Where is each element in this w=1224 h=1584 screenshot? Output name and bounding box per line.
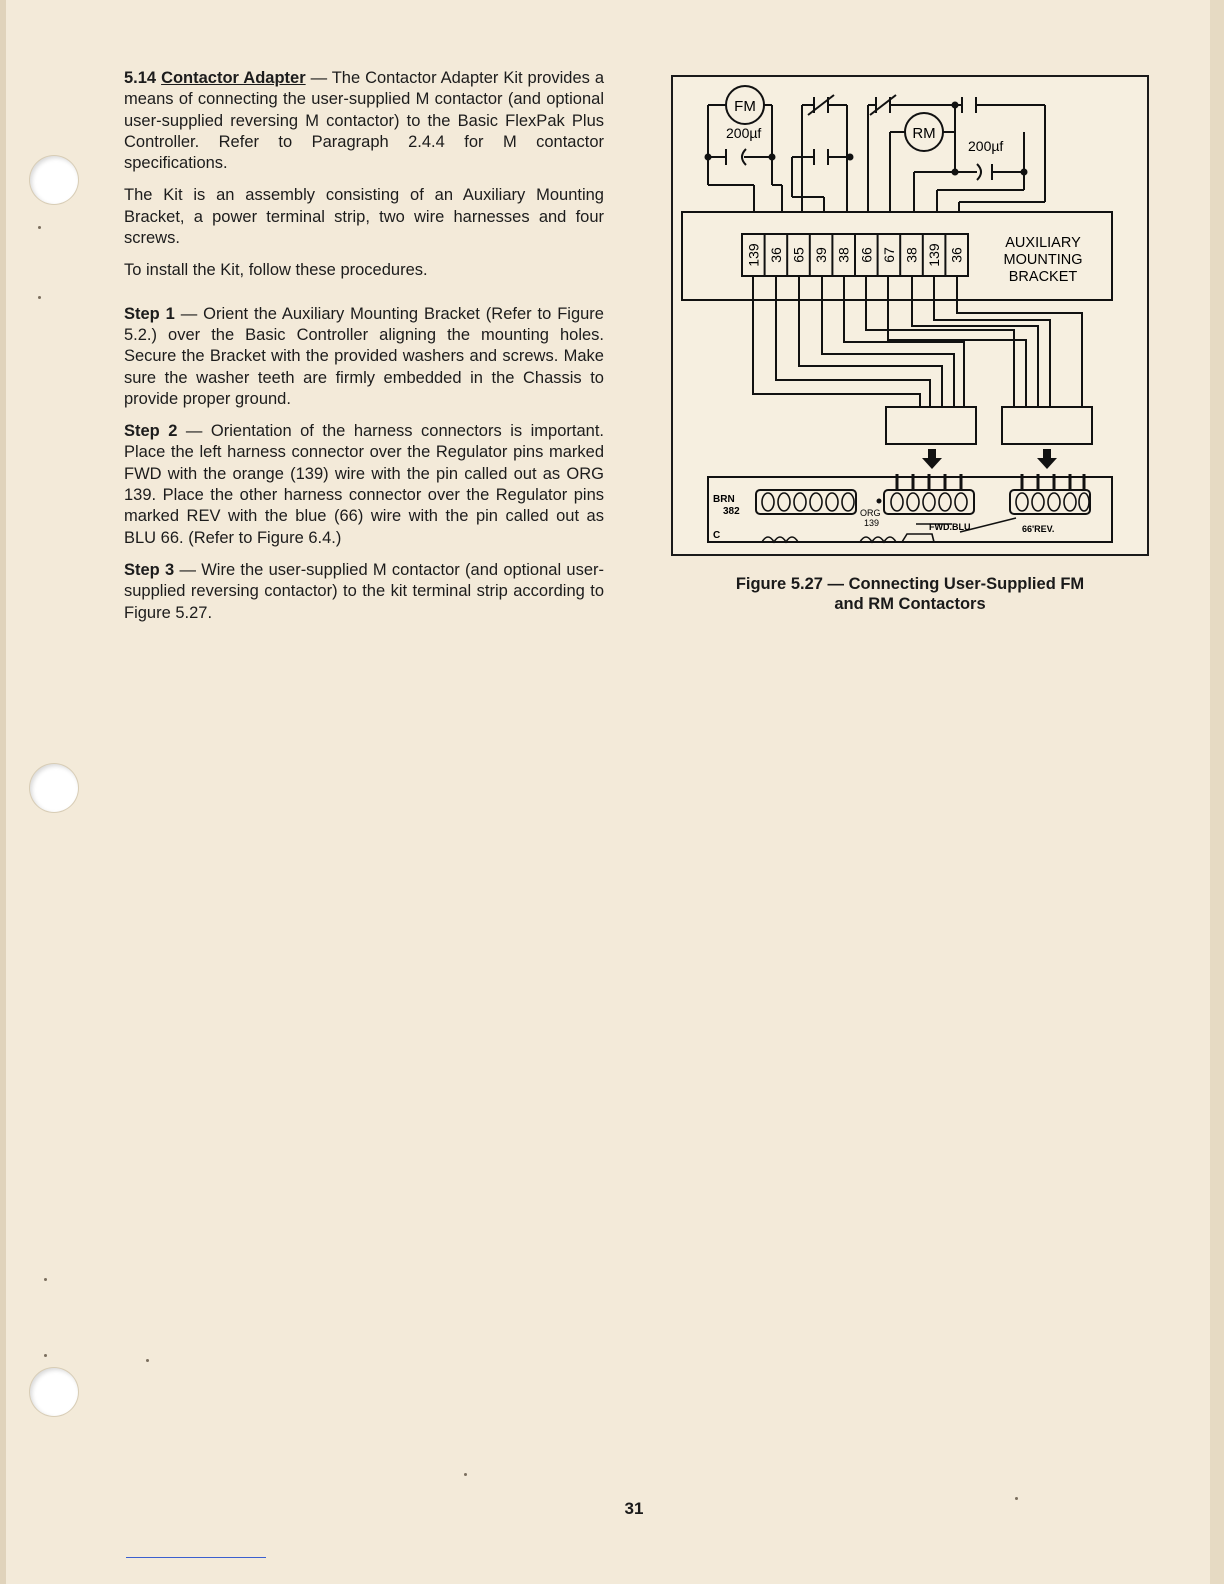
reg-c-label: C — [713, 530, 721, 541]
step-1 — [124, 304, 604, 410]
speck — [44, 1278, 47, 1281]
section-number: 5.14 — [124, 69, 157, 87]
fwd-harness-connector — [886, 407, 976, 444]
step-3-text: — Wire the user-supplied M contactor (and optional user-supplied reversing contactor) to the kit terminal strip according to Figure 5.27. — [124, 560, 604, 622]
figure-caption-line1: Figure 5.27 — Connecting User-Supplied FM — [735, 575, 1085, 593]
section-intro — [124, 68, 604, 174]
bracket-label-line1: AUXILIARY — [1005, 235, 1081, 251]
reg-brn-label: BRN — [713, 494, 735, 505]
section-intro-text: — The Contactor Adapter Kit provides a means of connecting the user-supplied M contactor (and optional user-supplied reversing M contactor) to the Basic FlexPak Plus Controller. Refer to Paragraph 2.4.4 for M contactor specifications. — [124, 69, 604, 173]
cap-left-label: 200µf — [726, 125, 762, 141]
body-text-column — [124, 68, 604, 635]
speck — [146, 1359, 149, 1362]
terminal-label: 38 — [903, 247, 920, 263]
section-title: Contactor Adapter — [161, 69, 306, 87]
page-edge-right — [1210, 0, 1224, 1584]
bracket-label-line3: BRACKET — [1008, 269, 1078, 285]
punch-hole-bottom — [30, 1368, 78, 1416]
terminal-label: 65 — [790, 247, 807, 263]
kit-paragraph: The Kit is an assembly consisting of an Auxiliary Mounting Bracket, a power terminal strip, two wire harnesses and four screws. — [124, 186, 604, 248]
step-3 — [124, 560, 604, 624]
rev-harness-connector — [1002, 407, 1092, 444]
speck — [464, 1473, 467, 1476]
terminal-label: 38 — [835, 247, 852, 263]
reg-fwd-blu-label: FWD.BLU — [929, 522, 971, 532]
reg-382-label: 382 — [723, 506, 740, 517]
step-2-text: — Orientation of the harness connectors is important. Place the left harness connector over the Regulator pins marked FWD with the orange (139) wire with the pin called out as ORG 139. Place the other harness connector over the Regulator pins marked REV with the blue (66) wire with the pin called out as BLU 66. (Refer to Figure 6.4.) — [124, 422, 604, 547]
speck — [44, 1354, 47, 1357]
section-heading — [124, 69, 306, 87]
reg-139-label: 139 — [864, 518, 880, 528]
rm-label: RM — [912, 125, 936, 142]
figure-caption — [690, 574, 1130, 614]
speck — [1015, 1497, 1018, 1500]
figure-caption-line2: and RM Contactors — [834, 595, 986, 613]
step-2 — [124, 421, 604, 549]
terminal-label: 36 — [767, 247, 784, 263]
step-2-label: Step 2 — [124, 422, 178, 441]
wiring-diagram — [671, 75, 1149, 556]
page-number: 31 — [624, 1499, 644, 1518]
terminal-label: 139 — [926, 243, 943, 267]
punch-hole-middle — [30, 764, 78, 812]
terminal-label: 66 — [858, 247, 875, 263]
step-1-text: — Orient the Auxiliary Mounting Bracket (Refer to Figure 5.2.) over the Basic Controller aligning the mounting holes. Secure the Bracket with the provided washers and screws. Make sure the washer teeth are firmly embedded in the Chassis to provide proper ground. — [124, 304, 604, 408]
install-paragraph: To install the Kit, follow these procedures. — [124, 261, 428, 280]
reg-66-rev-label: 66'REV. — [1022, 524, 1055, 534]
punch-hole-top — [30, 156, 78, 204]
speck — [38, 296, 41, 299]
terminal-label: 139 — [745, 243, 762, 267]
cap-right-label: 200µf — [968, 138, 1004, 154]
terminal-label: 39 — [813, 247, 830, 263]
step-3-label: Step 3 — [124, 560, 175, 579]
wiring-diagram-svg — [673, 77, 1151, 558]
step-1-label: Step 1 — [124, 304, 175, 323]
fm-label: FM — [734, 98, 756, 115]
bracket-label-line2: MOUNTING — [1003, 252, 1083, 268]
speck — [38, 226, 41, 229]
footer-rule — [126, 1557, 266, 1558]
reg-org-label: ORG — [860, 508, 881, 518]
terminal-label: 36 — [948, 247, 965, 263]
terminal-label: 67 — [880, 247, 897, 263]
page-edge-left — [0, 0, 6, 1584]
